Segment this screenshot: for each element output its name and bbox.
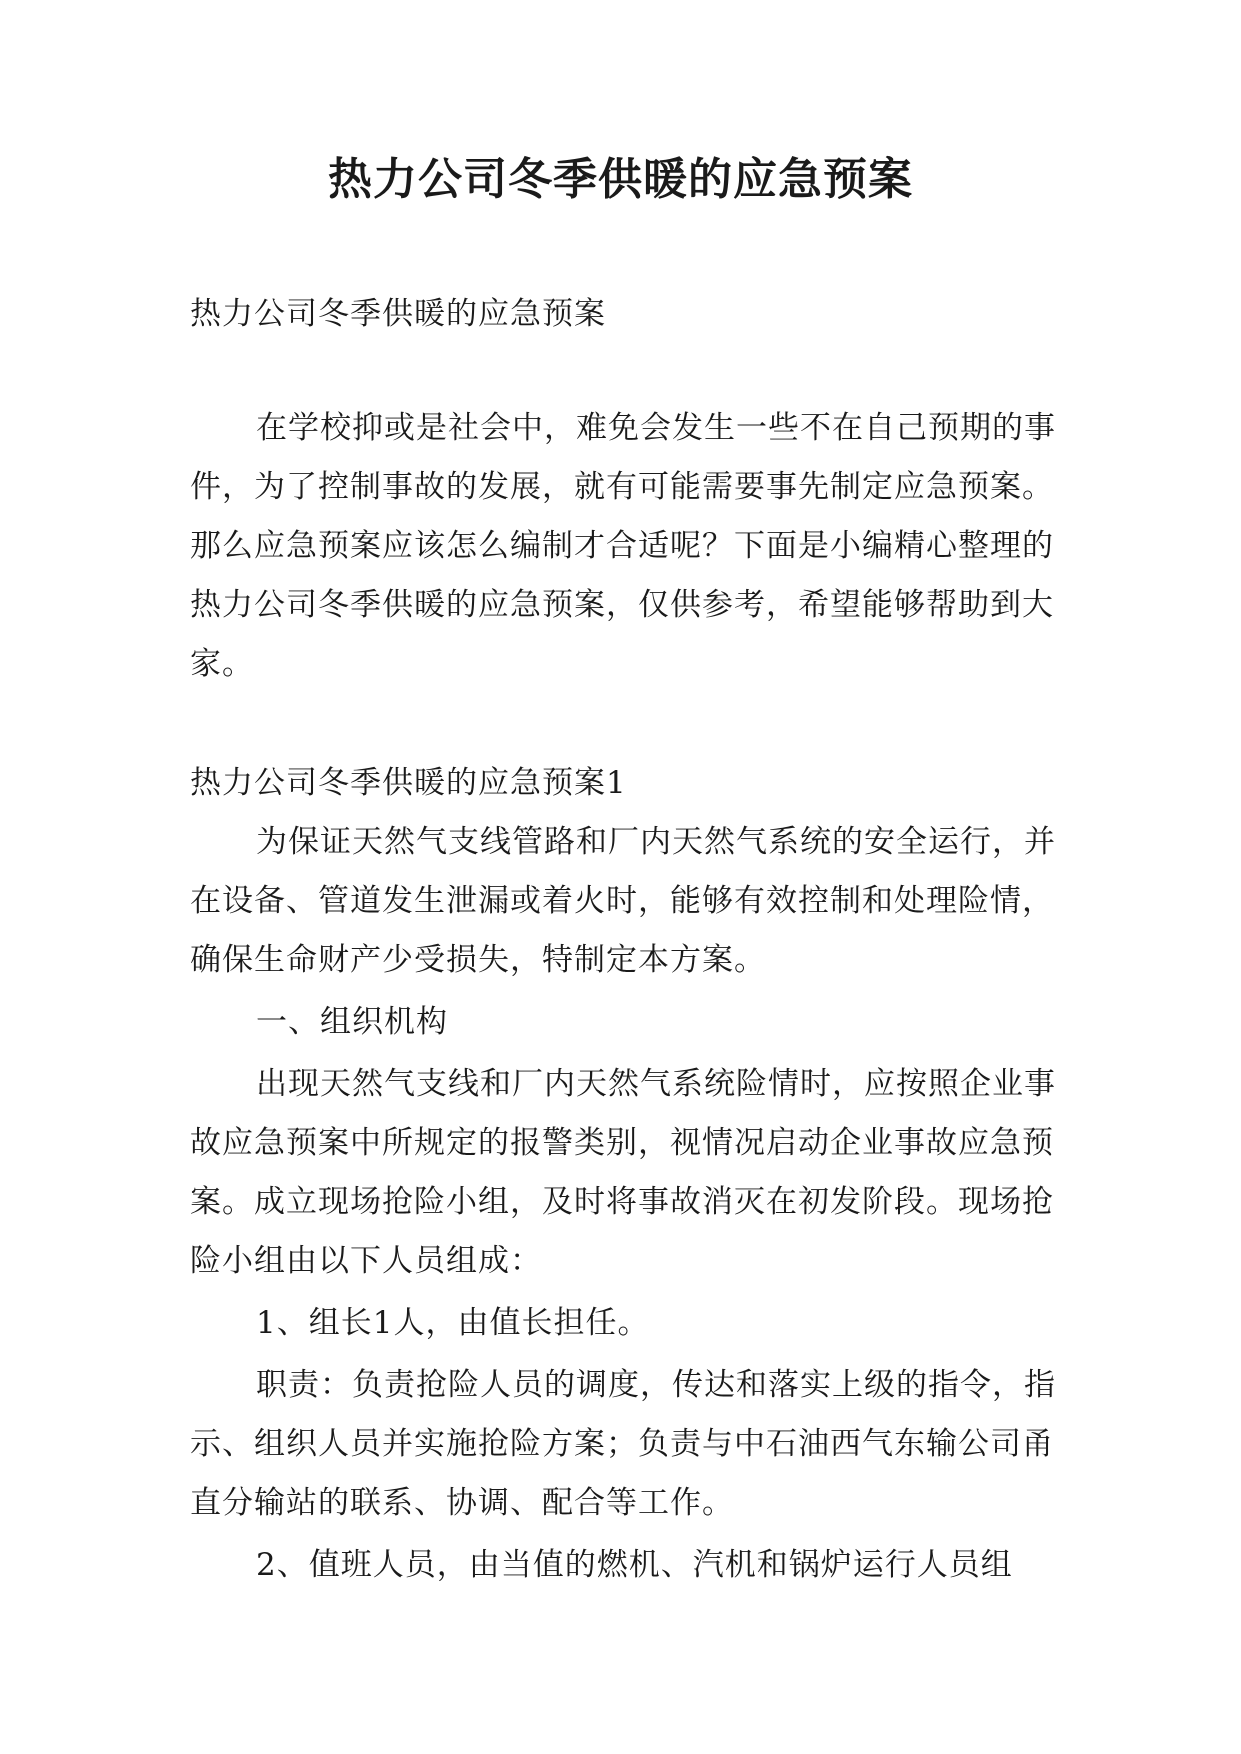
body-paragraph: 职责：负责抢险人员的调度，传达和落实上级的指令，指示、组织人员并实施抢险方案；负责与中石油西气东输公司甬直分输站的联系、协调、配合等工作。	[190, 1367, 1056, 1521]
document-subtitle: 热力公司冬季供暖的应急预案	[190, 296, 606, 332]
body-paragraph: 出现天然气支线和厂内天然气系统险情时，应按照企业事故应急预案中所规定的报警类别，视情况启动企业事故应急预案。成立现场抢险小组，及时将事故消灭在初发阶段。现场抢险小组由以下人员组成：	[190, 1066, 1056, 1279]
body-paragraph: 为保证天然气支线管路和厂内天然气系统的安全运行，并在设备、管道发生泄漏或着火时，能够有效控制和处理险情，确保生命财产少受损失，特制定本方案。	[190, 824, 1056, 978]
body-paragraph: 2、值班人员，由当值的燃机、汽机和锅炉运行人员组	[256, 1547, 1013, 1583]
section-heading: 热力公司冬季供暖的应急预案1	[190, 765, 627, 801]
body-paragraph: 一、组织机构	[256, 1004, 448, 1040]
body-paragraph: 1、组长1人，由值长担任。	[256, 1305, 650, 1341]
document-body	[190, 285, 1070, 1595]
document-title: 热力公司冬季供暖的应急预案	[328, 154, 913, 205]
intro-paragraph: 在学校抑或是社会中，难免会发生一些不在自己预期的事件，为了控制事故的发展，就有可能需要事先制定应急预案。那么应急预案应该怎么编制才合适呢？下面是小编精心整理的热力公司冬季供暖的应急预案，仅供参考，希望能够帮助到大家。	[190, 410, 1056, 682]
